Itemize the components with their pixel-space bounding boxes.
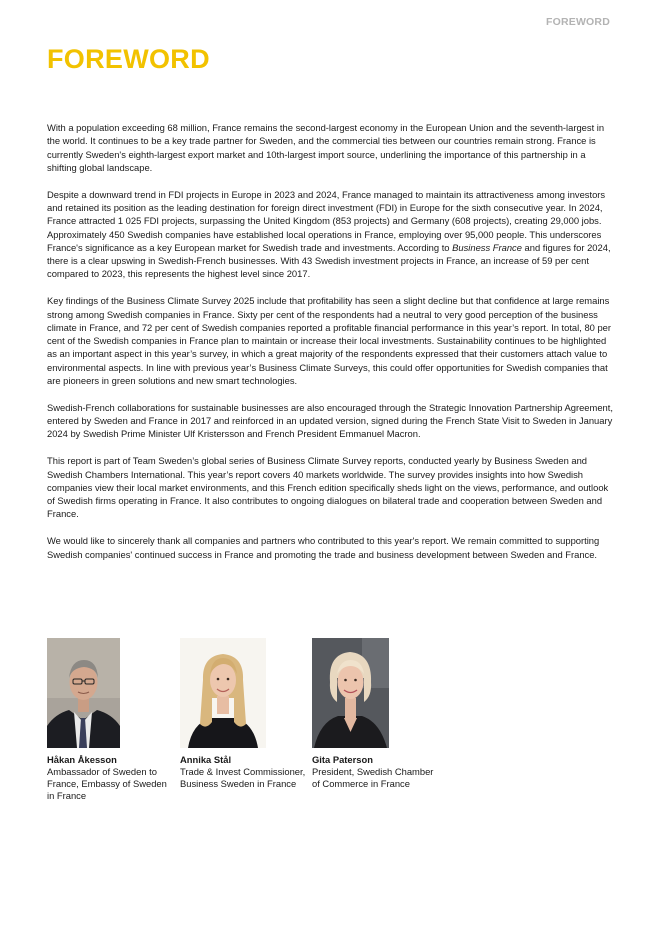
signatory-hakan-akesson (47, 638, 175, 801)
paragraph-fdi-text-1: Despite a downward trend in FDI projects in Europe in 2023 and 2024, France managed to maintain its attractiveness among investors and retained its position as the leading destination for foreign direct investment (FDI) in Europe for the sixth consecutive year. In 2024, France attracted 1 025 FDI projects, surpassing the United Kingdom (853 projects) and Germany (608 projects), creating 29,000 jobs. Approximately 450 Swedish companies have established local operations in France, employing over 95,000 people. This underscores France's significance as a key European market for Swedish trade and investments. According to (47, 188, 606, 253)
signatory-role: President, Swedish Chamber of Commerce in France (312, 766, 434, 789)
signatory-role: Ambassador of Sweden to France, Embassy of Sweden in France (47, 766, 167, 801)
signatory-name: Håkan Åkesson (47, 754, 117, 765)
page-title: FOREWORD (47, 44, 210, 74)
signatory-gita-paterson (312, 638, 440, 790)
running-header: FOREWORD (545, 16, 610, 28)
paragraph-population: With a population exceeding 68 million, France remains the second-largest economy in the European Union and the seventh-largest in the world. It continues to be a key trade partner for Sweden, and the commercial ties between our countries remain strong. France is currently Sweden's eighth-largest export market and 10th-largest import source, underlining the importance of this partnership in a shifting global landscape. (47, 122, 605, 173)
signatory-name: Annika Stål (180, 754, 232, 765)
signatory-annika-stal (180, 638, 308, 790)
portrait-annika-stal (180, 638, 308, 748)
signatory-role: Trade & Invest Commissioner, Business Sweden in France (180, 766, 306, 789)
business-france-emphasis: Business France (452, 241, 522, 253)
paragraph-collaborations: Swedish-French collaborations for sustainable businesses are also encouraged through the Strategic Innovation Partnership Agreement, entered by Sweden and France in 2017 and reinforced in an updated version, signed during the French State Visit to Sweden in January 2024 by Swedish Prime Minister Ulf Kristersson and French President Emmanuel Macron. (47, 401, 613, 440)
signatories (47, 638, 617, 808)
portrait-photo (312, 638, 389, 748)
paragraph-survey-findings: Key findings of the Business Climate Survey 2025 include that profitability has seen a slight decline but that confidence at large remains strong among Swedish companies in France. Sixty per cent of the respondents had a neutral to very good perception of the business climate in France, and 72 per cent of Swedish companies reported a profitable financial performance in this year’s report. In total, 80 per cent of the Swedish companies in France plan to maintain or increase their local investments. Sustainability continues to be highlighted as an important aspect in this year’s survey, in which a great majority of the respondents expressed that their customers attach value to environmental aspects. In line with previous year’s Business Climate Surveys, this could offer opportunities for Swedish companies that are pioneers in green solutions and new smart technologies. (47, 295, 612, 387)
paragraph-thanks: We would like to sincerely thank all companies and partners who contributed to this year's report. We remain committed to supporting Swedish companies' continued success in France and promoting the trade and business development between Sweden and France. (47, 535, 600, 560)
signatory-name: Gita Paterson (312, 754, 373, 765)
foreword-body (47, 121, 613, 574)
portrait-photo (47, 638, 120, 748)
portrait-photo (180, 638, 266, 748)
paragraph-fdi-text-2: and figures for 2024, there is a clear upswing in Swedish-French businesses. With 43 Swedish investment projects in France, an increase of 59 per cent compared to 2023, this represents the highest level since 2017. (47, 241, 611, 280)
portrait-hakan-akesson (47, 638, 175, 748)
portrait-gita-paterson (312, 638, 440, 748)
paragraph-fdi (47, 188, 613, 281)
paragraph-report-series: This report is part of Team Sweden’s global series of Business Climate Survey reports, conducted yearly by Business Sweden and Swedish Chambers International. This year’s report covers 40 markets worldwide. The survey provides insights into how Swedish companies view their local market environments, and this French edition specifically sheds light on the views, performance, and outlook of Swedish firms operating in France. It also contributes to ongoing dialogues on bilateral trade and cooperation between Sweden and France. (47, 455, 609, 520)
